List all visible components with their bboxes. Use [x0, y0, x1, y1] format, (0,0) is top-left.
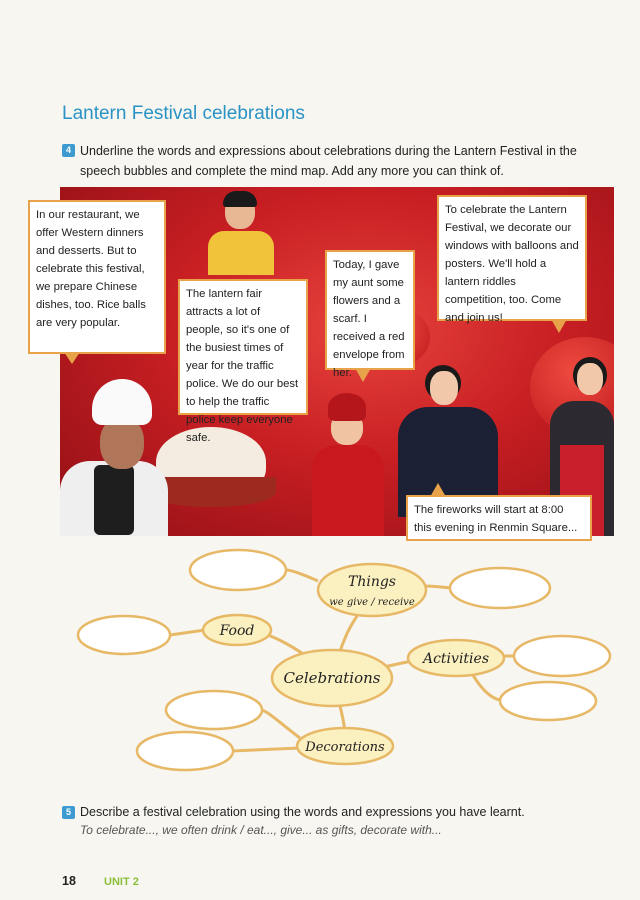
- policeman-vest: [208, 231, 274, 275]
- link-things-blank-left: [286, 570, 318, 581]
- speech-bubble-chef: [28, 200, 166, 354]
- unit-label: UNIT 2: [104, 876, 139, 888]
- bubble-text: In our restaurant, we offer Western dinners and desserts. But to celebrate this festival, we prepare Chinese dishes, too. Rice balls are very popular.: [36, 209, 146, 329]
- page-number: 18: [62, 874, 76, 888]
- blank-oval[interactable]: [137, 732, 233, 770]
- blank-oval[interactable]: [514, 636, 610, 676]
- mind-map: [0, 548, 640, 798]
- blank-oval[interactable]: [166, 691, 262, 729]
- task-number-badge: 4: [62, 144, 75, 157]
- bubble-tail: [551, 319, 567, 333]
- blank-oval[interactable]: [78, 616, 170, 654]
- bubble-text: The lantern fair attracts a lot of people, so it's one of the busiest times of year for the traffic police. We do our best to help the traffic police keep everyone safe.: [186, 288, 299, 444]
- task-number-badge: 5: [62, 806, 75, 819]
- girl-hat: [328, 393, 366, 421]
- node-things: [318, 564, 426, 616]
- bubble-tail: [355, 368, 371, 382]
- bubble-text: Today, I gave my aunt some flowers and a scarf. I received a red envelope from her.: [333, 259, 405, 379]
- link-decorations-blank-1: [262, 710, 300, 738]
- link-things-blank-right: [425, 586, 452, 588]
- blank-oval[interactable]: [190, 550, 286, 590]
- bubble-text: The fireworks will start at 8:00 this evening in Renmin Square...: [414, 504, 578, 534]
- girl-body: [312, 445, 384, 536]
- node-activities-label: Activities: [422, 651, 490, 667]
- policeman-hair: [223, 191, 257, 207]
- bubble-tail: [430, 483, 446, 497]
- woman-face: [577, 363, 603, 395]
- speech-bubble-woman: [437, 195, 587, 324]
- chef-apron: [94, 465, 134, 535]
- speech-bubble-host: [406, 495, 592, 541]
- node-things-sublabel: we give / receive: [329, 597, 415, 608]
- node-things-label: Things: [348, 574, 396, 590]
- host-face: [430, 371, 458, 405]
- link-decorations-blank-2: [232, 748, 300, 751]
- task-instruction: Underline the words and expressions about celebrations during the Lantern Festival in the speech bubbles and complete the mind map. Add any more you can think of.: [80, 144, 577, 178]
- bubble-tail: [64, 352, 80, 364]
- link-food-blank: [170, 630, 205, 635]
- section-title: Lantern Festival celebrations: [62, 103, 305, 124]
- speech-bubble-policeman: [178, 279, 308, 444]
- chef-hat: [92, 379, 152, 425]
- node-center-label: Celebrations: [283, 669, 381, 687]
- blank-oval[interactable]: [450, 568, 550, 608]
- blank-oval[interactable]: [500, 682, 596, 720]
- task-instruction: Describe a festival celebration using the words and expressions you have learnt.: [80, 805, 525, 819]
- node-food-label: Food: [219, 623, 255, 639]
- node-decorations-label: Decorations: [305, 740, 385, 755]
- bubble-text: To celebrate the Lantern Festival, we decorate our windows with balloons and posters. We'll hold a lantern riddles competition, too. Come and join us!: [445, 204, 579, 324]
- speech-bubble-girl: [325, 250, 415, 379]
- task-example-sentence: To celebrate..., we often drink / eat..., give... as gifts, decorate with...: [80, 823, 442, 837]
